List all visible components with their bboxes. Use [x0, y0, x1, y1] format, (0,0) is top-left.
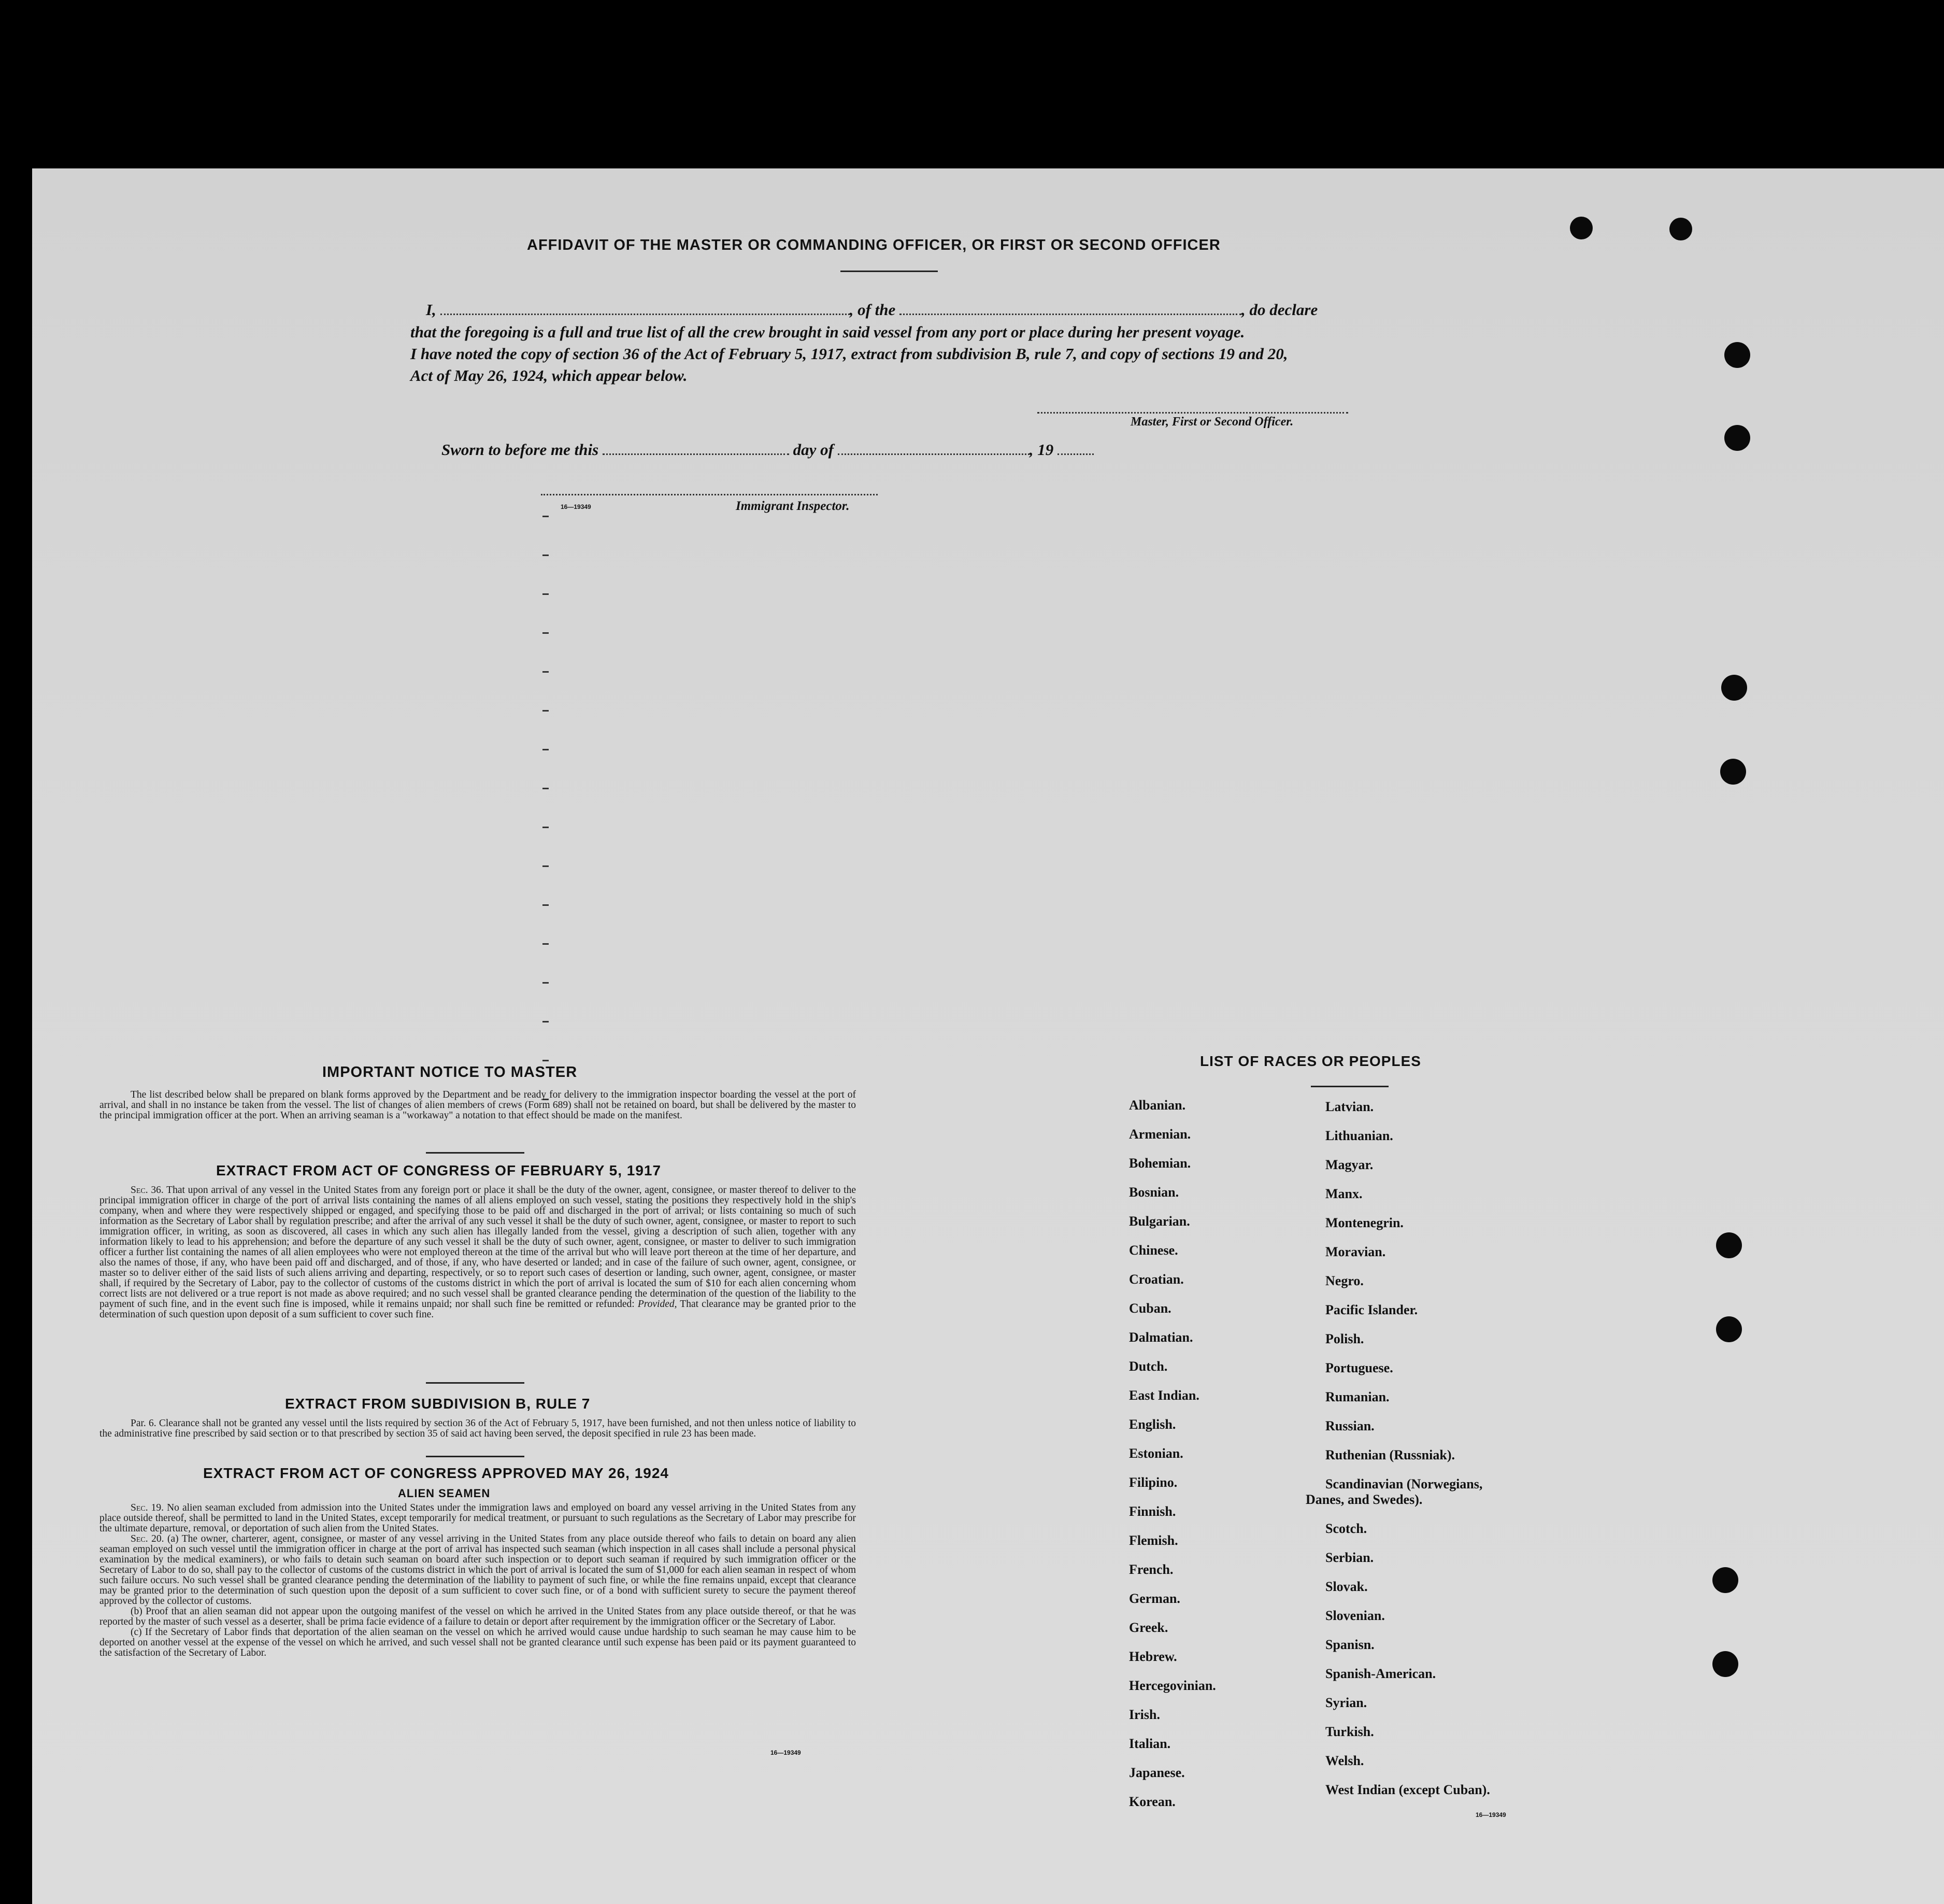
race-item: Danes, and Swedes).	[1306, 1492, 1423, 1507]
race-item: Polish.	[1325, 1331, 1364, 1346]
margin-tick	[542, 865, 549, 867]
race-item: Ruthenian (Russniak).	[1325, 1447, 1455, 1462]
race-item: Portuguese.	[1325, 1360, 1393, 1375]
binder-hole	[1720, 759, 1746, 785]
race-item: Turkish.	[1325, 1724, 1374, 1739]
race-item: Filipino.	[1129, 1475, 1178, 1490]
margin-tick	[542, 710, 549, 712]
race-item: Syrian.	[1325, 1695, 1367, 1710]
race-item: Slovak.	[1325, 1579, 1368, 1594]
binder-hole	[1669, 218, 1692, 240]
binder-hole	[1570, 217, 1593, 239]
notice-body: The list described below shall be prepared on blank forms approved by the Department and be ready for delivery to the immigration inspector boarding the vessel at the port of arrival, and shall in no instance be taken from the vessel. The list of changes of alien members of crews (Form 689) shall not be retained on board, but shall be delivered by the master to the principal immigration officer at the port. When an arriving seaman is a "workaway" a notation to that effect should be made on the manifest.	[99, 1089, 856, 1121]
sec-19-paragraph	[99, 1503, 856, 1534]
rule7-divider	[426, 1456, 524, 1457]
inspector-label: Immigrant Inspector.	[736, 499, 850, 513]
sworn-day-blank[interactable]	[603, 441, 789, 455]
rule7-body: Par. 6. Clearance shall not be granted any vessel until the lists required by section 36 of the Act of February 5, 1917, have been furnished, and not then unless notice of liability to the administrative fine prescribed by said section or to that prescribed by section 35 of said act having been served, the deposit specified in rule 23 has been made.	[99, 1418, 856, 1439]
affidavit-title: AFFIDAVIT OF THE MASTER OR COMMANDING OFFICER, OR FIRST OR SECOND OFFICER	[527, 237, 1221, 253]
extract-1917-provided: Provided,	[637, 1299, 677, 1310]
declaration-line-2: that the foregoing is a full and true list of all the crew brought in said vessel from any port or place during her present voyage.	[410, 323, 1245, 341]
race-item: Bohemian.	[1129, 1156, 1191, 1171]
race-item: English.	[1129, 1417, 1176, 1432]
race-item: Estonian.	[1129, 1446, 1183, 1461]
margin-tick	[542, 982, 549, 984]
signature-label: Master, First or Second Officer.	[1131, 415, 1294, 429]
race-item: Pacific Islander.	[1325, 1302, 1418, 1317]
binder-hole	[1716, 1316, 1742, 1342]
affidavit-form-number: 16—19349	[561, 503, 591, 510]
binder-hole	[1724, 342, 1750, 368]
races-title: LIST OF RACES OR PEOPLES	[1200, 1053, 1421, 1069]
race-item: Moravian.	[1325, 1244, 1386, 1259]
race-item: Armenian.	[1129, 1127, 1191, 1142]
race-item: French.	[1129, 1562, 1174, 1577]
binder-hole	[1724, 425, 1750, 451]
binder-hole	[1712, 1651, 1738, 1677]
sec-19-text: No alien seaman excluded from admission into the United States under the immigration laws and employed on board any vessel arriving in the United States from any place outside thereof, shall be permitted to land in the United States, except temporarily for medical treatment, or pursuant to such regulations as the Secretary of Labor may prescribe for the ultimate departure, removal, or deportation of such alien from the United States.	[99, 1502, 856, 1534]
race-item: Irish.	[1129, 1707, 1160, 1722]
race-item: Chinese.	[1129, 1243, 1178, 1258]
inspector-line[interactable]	[541, 494, 878, 495]
margin-tick	[542, 1021, 549, 1022]
race-item: German.	[1129, 1591, 1180, 1606]
race-item: Scotch.	[1325, 1521, 1367, 1536]
signature-line[interactable]	[1037, 412, 1348, 414]
race-item: Hercegovinian.	[1129, 1678, 1216, 1693]
margin-tick	[542, 749, 549, 750]
sec-19-label: Sec. 19.	[131, 1502, 164, 1513]
margin-tick	[542, 1060, 549, 1061]
sec-20-label: Sec. 20.	[131, 1533, 164, 1544]
sworn-text: Sworn to before me this	[441, 441, 599, 459]
day-of-text: day of	[793, 441, 834, 459]
race-item: Japanese.	[1129, 1765, 1185, 1780]
declaration-do-declare: , do declare	[1241, 301, 1318, 319]
race-item: Rumanian.	[1325, 1389, 1390, 1404]
vessel-blank[interactable]	[899, 301, 1241, 315]
notice-divider	[426, 1152, 524, 1154]
margin-tick	[542, 827, 549, 828]
extract-1917-text: That upon arrival of any vessel in the United States from any foreign port or place it shall be the duty of the owner, agent, consignee, or master thereof to deliver to the principal immigration officer in charge of the port of arrival lists containing the names of all aliens employed on such vessel, stating the positions they respectively hold in the ship's company, when and where they were respectively shipped or engaged, and specifying those to be paid off and discharged in the port of arrival; or lists containing so much of such information as the Secretary of Labor shall by regulation prescribe; and after the arrival of any such vessel it shall be the duty of such owner, agent, consignee, or master to report to such immigration officer, in writing, as soon as discovered, all cases in which any such alien has illegally landed from the vessel, giving a description of such alien, together with any information likely to lead to his apprehension; and before the departure of any such vessel it shall be the duty of such owner, agent, consignee, or master to deliver to such immigration officer a further list containing the names of all alien employees who were not employed thereon at the time of the arrival but who will leave port thereon at the time of her departure, and also the names of those, if any, who have been paid off and discharged, and of those, if any, who have deserted or landed; and in case of the failure of such owner, agent, consignee, or master so to deliver either of the said lists of such aliens arriving and departing, respectively, or so to report such cases of desertion or landing, such owner, agent, consignee, or master shall, if required by the Secretary of Labor, pay to the collector of customs of the customs district in which the port of arrival is located the sum of $10 for each alien concerning whom correct lists are not delivered or a true report is not made as above required; and no such vessel shall be granted clearance pending the determination of the question of the liability to the payment of such fine, and in the event such fine is imposed, while it remains unpaid; nor shall such fine be remitted or refunded:	[99, 1185, 856, 1310]
race-item: Greek.	[1129, 1620, 1168, 1635]
declaration-of-the: , of the	[849, 301, 896, 319]
race-item: Dutch.	[1129, 1359, 1168, 1374]
sec-20a-text: (a) The owner, charterer, agent, consignee, or master of any vessel arriving in the United States from any place outside thereof who fails to detain on board any alien seaman employed on such vessel until the immigration officer in charge at the port of arrival has inspected such seaman (which inspection in all cases shall include a personal physical examination by the medical examiners), or who fails to detain such seaman on board after such inspection or to deport such seaman if required by such immigration officer or the Secretary of Labor to do so, shall pay to the collector of customs of the customs district in which the port of arrival is located the sum of $1,000 for each alien seaman in respect of whom such failure occurs. No such vessel shall be granted clearance pending the determination of the liability to payment of such fine, or while the fine remains unpaid, except that clearance may be granted prior to the determination of such question upon the deposit of a sum sufficient to cover such fine, or of a bond with sufficient surety to secure the payment thereof approved by the collector of customs.	[99, 1533, 856, 1607]
race-item: Italian.	[1129, 1736, 1171, 1751]
race-item: Slovenian.	[1325, 1608, 1385, 1623]
margin-tick	[542, 788, 549, 789]
extract-1917-divider	[426, 1382, 524, 1384]
title-divider	[840, 271, 938, 272]
extract-1917-section: Sec. 36.	[131, 1185, 164, 1196]
binder-hole	[1716, 1232, 1742, 1258]
race-item: West Indian (except Cuban).	[1325, 1782, 1490, 1797]
declaration-line-3: I have noted the copy of section 36 of the Act of February 5, 1917, extract from subdivision B, rule 7, and copy of sections 19 and 20,	[410, 345, 1288, 363]
race-item: Scandinavian (Norwegians,	[1325, 1476, 1483, 1491]
race-item: Albanian.	[1129, 1098, 1186, 1113]
race-item: Manx.	[1325, 1186, 1363, 1201]
race-item: Magyar.	[1325, 1157, 1374, 1172]
race-item: Croatian.	[1129, 1272, 1184, 1287]
sec-20c-paragraph: (c) If the Secretary of Labor finds that deportation of the alien seaman on the vessel on which he arrived would cause undue hardship to such seaman he may cause him to be deported on another vessel at the expense of the vessel on which he arrived, and such vessel shall not be granted clearance until such expense has been paid or its payment guaranteed to the satisfaction of the Secretary of Labor.	[99, 1627, 856, 1658]
declaration-line-1	[426, 301, 1318, 319]
race-item: Bosnian.	[1129, 1185, 1179, 1200]
declaration-line-4: Act of May 26, 1924, which appear below.	[410, 366, 688, 385]
extract-1917-body	[99, 1185, 856, 1320]
race-item: Serbian.	[1325, 1550, 1374, 1565]
binder-hole	[1721, 675, 1747, 701]
extract-1924-body	[99, 1503, 856, 1658]
race-item: Negro.	[1325, 1273, 1364, 1288]
extract-1917-text-end: That clearance may be granted prior to the determination of such question upon deposit of a sum sufficient to cover such fine.	[99, 1299, 856, 1320]
sec-20a-paragraph	[99, 1534, 856, 1607]
extract-1917-title: EXTRACT FROM ACT OF CONGRESS OF FEBRUARY 5, 1917	[216, 1162, 662, 1178]
extract-1924-title: EXTRACT FROM ACT OF CONGRESS APPROVED MAY 26, 1924	[203, 1465, 669, 1481]
race-item: Spanish-American.	[1325, 1666, 1436, 1681]
margin-tick	[542, 632, 549, 634]
notice-title: IMPORTANT NOTICE TO MASTER	[322, 1064, 578, 1081]
document-page	[32, 168, 1944, 1904]
race-item: Korean.	[1129, 1794, 1176, 1809]
race-item: Bulgarian.	[1129, 1214, 1190, 1229]
year-text: , 19	[1029, 441, 1054, 459]
margin-tick	[542, 555, 549, 556]
race-item: Flemish.	[1129, 1533, 1178, 1548]
margin-tick	[542, 671, 549, 673]
race-item: Finnish.	[1129, 1504, 1176, 1519]
race-item: East Indian.	[1129, 1388, 1199, 1403]
margin-tick	[542, 593, 549, 595]
race-item: Russian.	[1325, 1418, 1375, 1433]
rule7-title: EXTRACT FROM SUBDIVISION B, RULE 7	[285, 1396, 591, 1412]
sworn-line	[441, 441, 1094, 459]
races-form-number: 16—19349	[1476, 1811, 1506, 1818]
margin-tick	[542, 943, 549, 945]
race-item: Lithuanian.	[1325, 1128, 1393, 1143]
race-item: Montenegrin.	[1325, 1215, 1404, 1230]
name-blank[interactable]	[440, 301, 850, 315]
binder-hole	[1712, 1567, 1738, 1593]
race-item: Dalmatian.	[1129, 1330, 1193, 1345]
extract-1924-form-number: 16—19349	[770, 1749, 801, 1756]
extract-1924-subtitle: ALIEN SEAMEN	[398, 1487, 491, 1500]
sworn-month-blank[interactable]	[838, 441, 1030, 455]
races-divider	[1311, 1086, 1389, 1087]
margin-tick	[542, 904, 549, 906]
race-item: Latvian.	[1325, 1099, 1374, 1114]
race-item: Spanisn.	[1325, 1637, 1375, 1652]
declaration-i: I,	[426, 301, 436, 319]
margin-tick	[542, 516, 549, 517]
race-item: Hebrew.	[1129, 1649, 1177, 1664]
sec-20b-paragraph: (b) Proof that an alien seaman did not appear upon the outgoing manifest of the vessel on which he arrived in the United States from any place outside thereof, or that he was reported by the master of such vessel as a deserter, shall be prima facie evidence of a failure to detain or deport after requirement by the immigration officer or the Secretary of Labor.	[99, 1606, 856, 1627]
year-blank[interactable]	[1057, 441, 1094, 455]
race-item: Cuban.	[1129, 1301, 1171, 1316]
race-item: Welsh.	[1325, 1753, 1364, 1768]
